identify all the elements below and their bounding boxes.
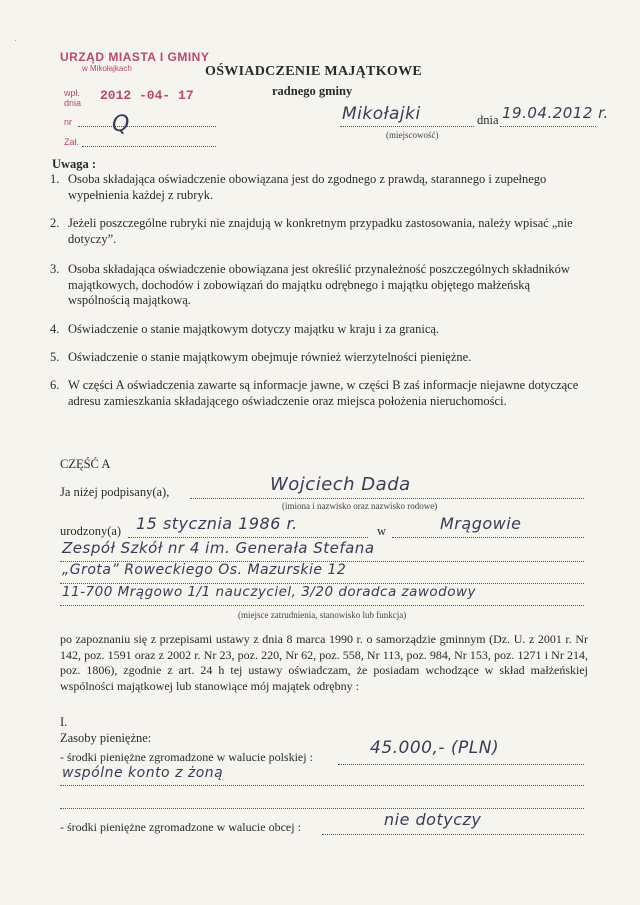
- work-handwritten-2: „Grota” Roweckiego Os. Mazurskie 12: [62, 562, 347, 578]
- stamp-nr-label: nr: [64, 117, 73, 127]
- signer-caption: (imiona i nazwisko oraz nazwisko rodowe): [282, 501, 438, 511]
- uwaga-item-4: [50, 322, 590, 338]
- born-date-line: [128, 537, 368, 538]
- stamp-date: 2012 -04- 17: [100, 88, 194, 103]
- uwaga-item-text: Oświadczenie o stanie majątkowym dotyczy majątku w kraju i za granicą.: [68, 322, 440, 336]
- uwaga-item-number: 5.: [50, 350, 60, 364]
- born-w-label: w: [377, 524, 387, 538]
- stamp-zal-handwritten: Q: [112, 112, 130, 137]
- uwaga-item-text: Osoba składająca oświadczenie obowiązana jest do zgodnego z prawdą, starannego i zupełnego wypełnienia każdej z rubryk.: [68, 172, 547, 202]
- uwaga-item-1: [50, 172, 590, 204]
- born-label: urodzony(a): [60, 524, 122, 538]
- czesc-a-label: CZĘŚĆ A: [60, 457, 111, 471]
- work-caption: (miejsce zatrudnienia, stanowisko lub funkcja): [238, 610, 407, 620]
- uwaga-item-text: Jeżeli poszczególne rubryki nie znajdują w konkretnym przypadku zastosowania, należy wpisać „nie dotyczy”.: [68, 216, 573, 246]
- place-line: [340, 126, 474, 127]
- born-date-handwritten: 15 stycznia 1986 r.: [136, 514, 298, 533]
- uwaga-item-2: [50, 216, 590, 248]
- uwaga-item-number: 6.: [50, 378, 60, 392]
- foreign-line: [322, 834, 584, 835]
- uwaga-item-6: [50, 378, 590, 426]
- uwaga-label: Uwaga :: [52, 157, 97, 171]
- date-line: [500, 126, 596, 127]
- place-handwritten: Mikołajki: [342, 104, 421, 124]
- uwaga-item-text: W części A oświadczenia zawarte są informacje jawne, w części B zaś informacje niejawne dotyczące adresu zamieszkania składającego oświadczenie oraz miejsca położenia nieruchomości.: [68, 378, 579, 408]
- document-subtitle: radnego gminy: [272, 84, 353, 98]
- work-handwritten-3: 11-700 Mrągowo 1/1 nauczyciel, 3/20 doradca zawodowy: [62, 584, 477, 600]
- date-handwritten: 19.04.2012 r.: [502, 104, 609, 122]
- pln-label: - środki pieniężne zgromadzone w walucie polskiej :: [60, 750, 313, 764]
- pln-value-handwritten: 45.000,- (PLN): [370, 738, 500, 758]
- signer-label: Ja niżej podpisany(a),: [60, 485, 170, 499]
- place-caption: (miejscowość): [386, 130, 439, 140]
- uwaga-item-text: Osoba składająca oświadczenie obowiązana jest określić przynależność poszczególnych składników majątkowych, dochodów i zobowiązań do majątku odrębnego i majątku objętego małżeńską wspólnością majątkową.: [68, 262, 570, 307]
- office-stamp: [60, 50, 209, 73]
- section-1-label: Zasoby pieniężne:: [60, 731, 152, 745]
- foreign-label: - środki pieniężne zgromadzone w walucie obcej :: [60, 820, 301, 834]
- stamp-zal-label: Zał.: [64, 137, 80, 147]
- pln-note-handwritten: wspólne konto z żoną: [62, 765, 224, 781]
- stamp-zal-line: [82, 146, 216, 147]
- law-paragraph: po zapoznaniu się z przepisami ustawy z dnia 8 marca 1990 r. o samorządzie gminnym (Dz. U. z 2001 r. Nr 142, poz. 1591 oraz z 2002 r. Nr 23, poz. 220, Nr 62, poz. 558, Nr 113, poz. 984, Nr 153, poz. 1271 i Nr 214, poz. 1806), zgodnie z art. 24 h tej ustawy oświadczam, że posiadam wchodzące w skład małżeńskiej wspólności majątkowej lub stanowiące mój majątek odrębny :: [60, 632, 588, 693]
- date-prefix: dnia: [477, 113, 499, 127]
- stamp-nr-line: [78, 126, 216, 127]
- work-handwritten-1: Zespół Szkół nr 4 im. Generała Stefana: [62, 539, 375, 557]
- stamp-date-label: wpł. dnia: [64, 88, 82, 108]
- born-place-line: [392, 537, 584, 538]
- document-title: OŚWIADCZENIE MAJĄTKOWE: [205, 64, 423, 79]
- stamp-office-name: URZĄD MIASTA I GMINY: [60, 50, 210, 64]
- section-1-number: I.: [60, 715, 68, 729]
- signer-line: [190, 498, 584, 499]
- uwaga-item-5: [50, 350, 590, 366]
- uwaga-item-number: 3.: [50, 262, 60, 276]
- foreign-value-handwritten: nie dotyczy: [384, 810, 482, 829]
- uwaga-item-number: 2.: [50, 216, 60, 230]
- pln-extra-line: [60, 808, 584, 809]
- pln-line: [338, 764, 584, 765]
- born-place-handwritten: Mrągowie: [440, 514, 522, 533]
- work-line-3: [60, 605, 584, 606]
- stamp-city: w Mikołajkach: [82, 64, 132, 73]
- signer-name-handwritten: Wojciech Dada: [270, 474, 411, 495]
- margin-mark: ·: [14, 36, 18, 47]
- uwaga-item-number: 4.: [50, 322, 60, 336]
- uwaga-item-3: [50, 262, 590, 310]
- uwaga-item-number: 1.: [50, 172, 60, 186]
- uwaga-item-text: Oświadczenie o stanie majątkowym obejmuje również wierzytelności pieniężne.: [68, 350, 472, 364]
- pln-note-line: [60, 785, 584, 786]
